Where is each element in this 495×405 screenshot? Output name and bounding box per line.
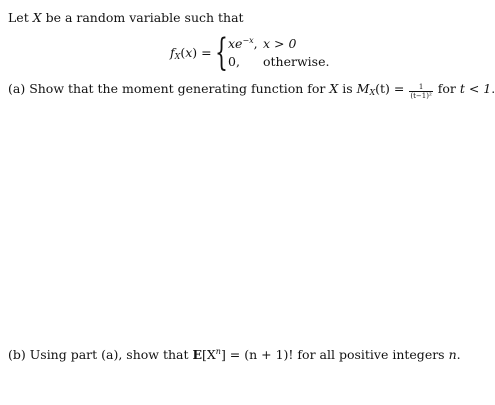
- case-two-condition: otherwise.: [263, 54, 330, 69]
- part-b-text: Using part (a), show that: [25, 347, 193, 362]
- left-brace: {: [215, 31, 228, 74]
- case-one-expression: $xe^{-x}$,: [228, 36, 258, 51]
- mgf-fraction: $\frac{1}{\text{(t−1)²}}$: [410, 83, 432, 100]
- intro-variable: X: [32, 10, 42, 25]
- part-a-condition: t < 1: [459, 81, 492, 96]
- part-a-text: Show that the moment generating function for: [25, 81, 330, 96]
- part-b-text-for: for all positive integers: [293, 347, 449, 362]
- part-b-question: [8, 344, 461, 363]
- part-a-question: [8, 81, 495, 101]
- intro-sentence: [8, 10, 244, 26]
- density-lhs: $f_X(x)$ =: [170, 45, 212, 61]
- part-a-variable: X: [329, 81, 339, 96]
- part-b-label: (b): [8, 347, 26, 362]
- part-a-label: (a): [8, 81, 26, 96]
- intro-text-start: Let: [8, 10, 33, 25]
- density-function-definition: [170, 31, 330, 74]
- part-b-variable: n: [448, 347, 457, 362]
- part-b-period: .: [456, 347, 461, 362]
- case-one-condition: x > 0: [263, 36, 297, 51]
- part-a-period: .: [491, 81, 495, 96]
- case-two-expression: 0,: [228, 54, 240, 69]
- part-a-text-for: for: [433, 81, 460, 96]
- expectation-expression: $E[X^n] = (n + 1)$!: [192, 347, 294, 362]
- mgf-expression: $M_X(t)$ =: [356, 81, 405, 97]
- intro-text-end: be a random variable such that: [41, 10, 244, 25]
- part-a-text-is: is: [338, 81, 357, 96]
